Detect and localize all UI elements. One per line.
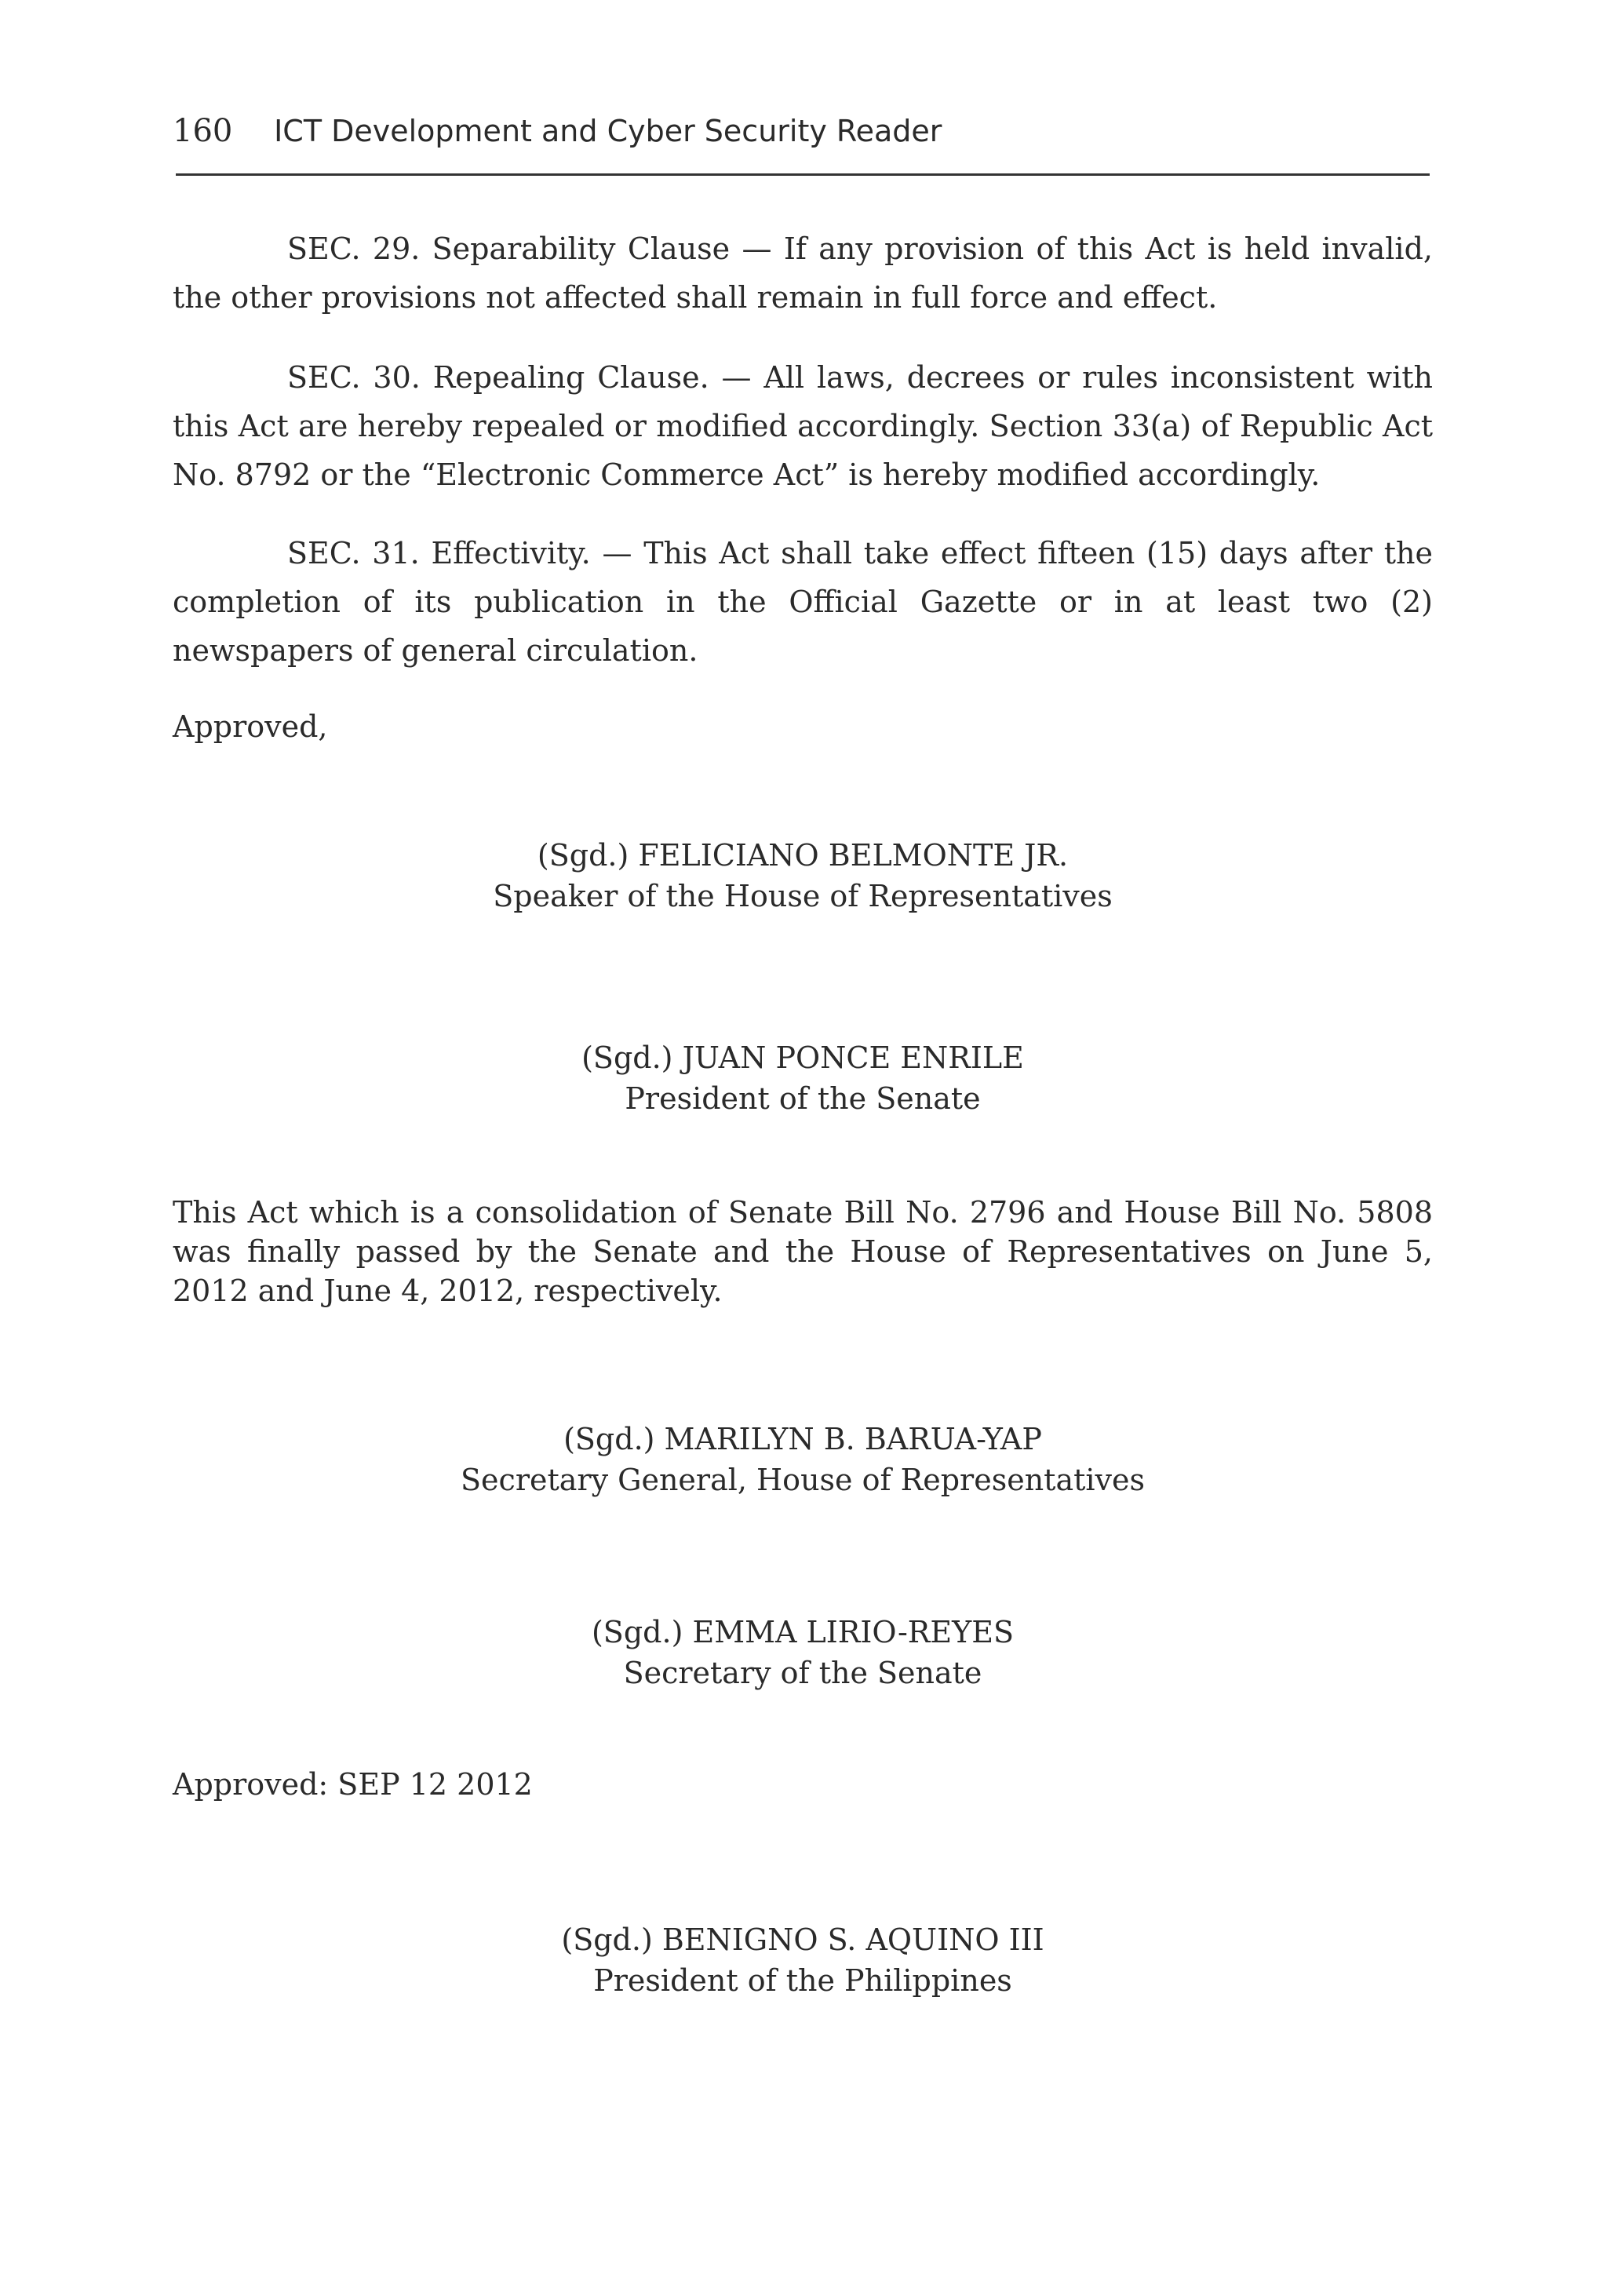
signatory-title: Secretary of the Senate <box>623 1656 982 1690</box>
signatory-title: Secretary General, House of Representatives <box>461 1463 1145 1497</box>
header-rule <box>176 173 1430 176</box>
signatory-senate-secretary <box>173 1612 1433 1693</box>
section-30: SEC. 30. Repealing Clause. — All laws, decrees or rules inconsistent with this Act are hereby repealed or modified accordingly. Section 33(a) of Republic Act No. 8792 or the “Electronic Commerce Act” is hereby modified accordingly. <box>173 360 1433 492</box>
signatory-name: (Sgd.) FELICIANO BELMONTE JR. <box>537 838 1069 873</box>
running-title: ICT Development and Cyber Security Reader <box>274 114 942 148</box>
consolidation-note: This Act which is a consolidation of Senate Bill No. 2796 and House Bill No. 5808 was finally passed by the Senate and the House of Representatives on June 5, 2012 and June 4, 2012, respectively. <box>173 1195 1433 1308</box>
signatory-title: President of the Philippines <box>593 1963 1012 1998</box>
signatory-president-philippines <box>173 1919 1433 2001</box>
signatory-title: Speaker of the House of Representatives <box>493 879 1113 913</box>
page-header <box>173 111 1428 151</box>
signatory-name: (Sgd.) BENIGNO S. AQUINO III <box>561 1922 1044 1957</box>
approved-date: Approved: SEP 12 2012 <box>173 1767 533 1802</box>
signatory-name: (Sgd.) JUAN PONCE ENRILE <box>581 1040 1024 1075</box>
signatory-name: (Sgd.) MARILYN B. BARUA-YAP <box>563 1422 1042 1456</box>
signatory-speaker <box>173 835 1433 917</box>
signatory-name: (Sgd.) EMMA LIRIO-REYES <box>591 1615 1015 1649</box>
page-number: 160 <box>173 113 233 149</box>
section-29: SEC. 29. Separability Clause — If any provision of this Act is held invalid, the other provisions not affected shall remain in full force and effect. <box>173 231 1433 315</box>
section-31: SEC. 31. Effectivity. — This Act shall take effect fifteen (15) days after the completion of its publication in the Official Gazette or in at least two (2) newspapers of general circulation. <box>173 536 1433 668</box>
signatory-house-secretary-general <box>173 1419 1433 1500</box>
signatory-senate-president <box>173 1037 1433 1119</box>
approved-label: Approved, <box>173 709 328 744</box>
signatory-title: President of the Senate <box>625 1081 981 1116</box>
